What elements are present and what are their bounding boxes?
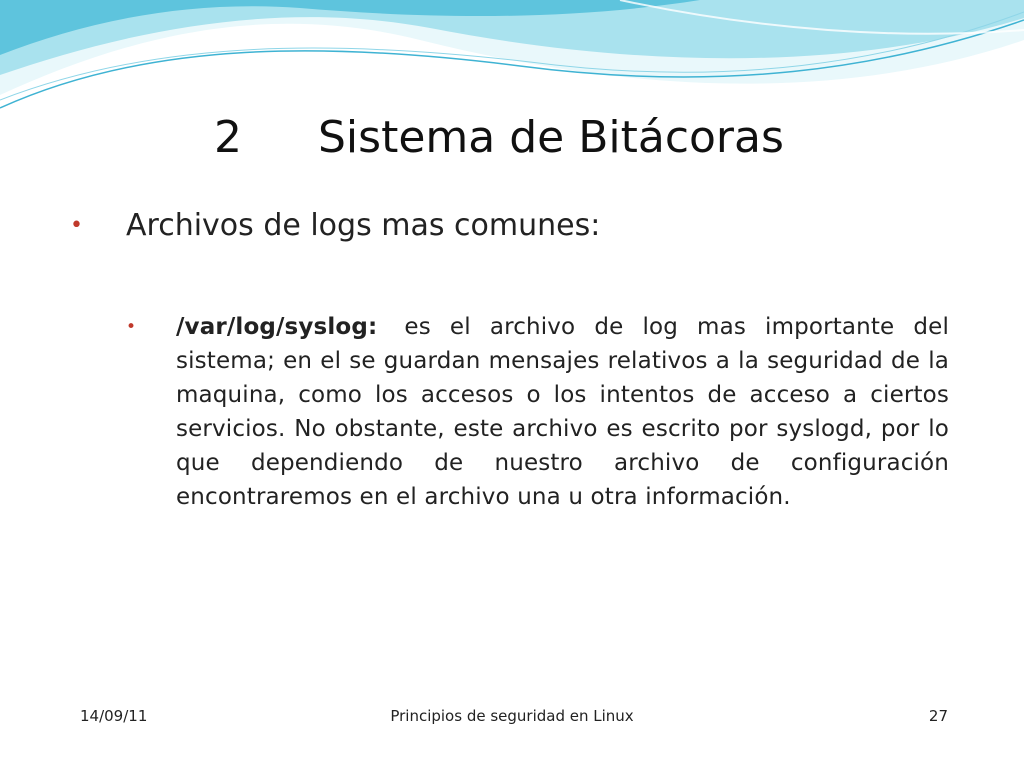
title-number: 2 — [214, 112, 242, 163]
sub-bullet-body — [176, 310, 949, 514]
bullet-icon: • — [70, 213, 83, 238]
slide-title — [214, 110, 784, 166]
footer-page-number: 27 — [928, 707, 948, 725]
sub-bullet-item — [126, 310, 949, 514]
header-wave-decoration — [0, 0, 1024, 120]
footer-date: 14/09/11 — [80, 707, 148, 725]
sub-bullet-icon: • — [126, 317, 137, 337]
sub-bullet-description: es el archivo de log mas importante del sistema; en el se guardan mensajes relativos a la seguridad de la maquina, como los accesos o los intentos de acceso a ciertos servicios. No obstante, este archivo es escrito por syslogd, por lo que dependiendo de nuestro archivo de configuración encontraremos en el archivo una u otra información. — [176, 314, 949, 510]
footer-title: Principios de seguridad en Linux — [390, 707, 634, 725]
main-bullet-text: Archivos de logs mas comunes: — [126, 208, 601, 243]
title-text: Sistema de Bitácoras — [318, 112, 784, 163]
sub-bullet-term: /var/log/syslog: — [176, 314, 378, 340]
